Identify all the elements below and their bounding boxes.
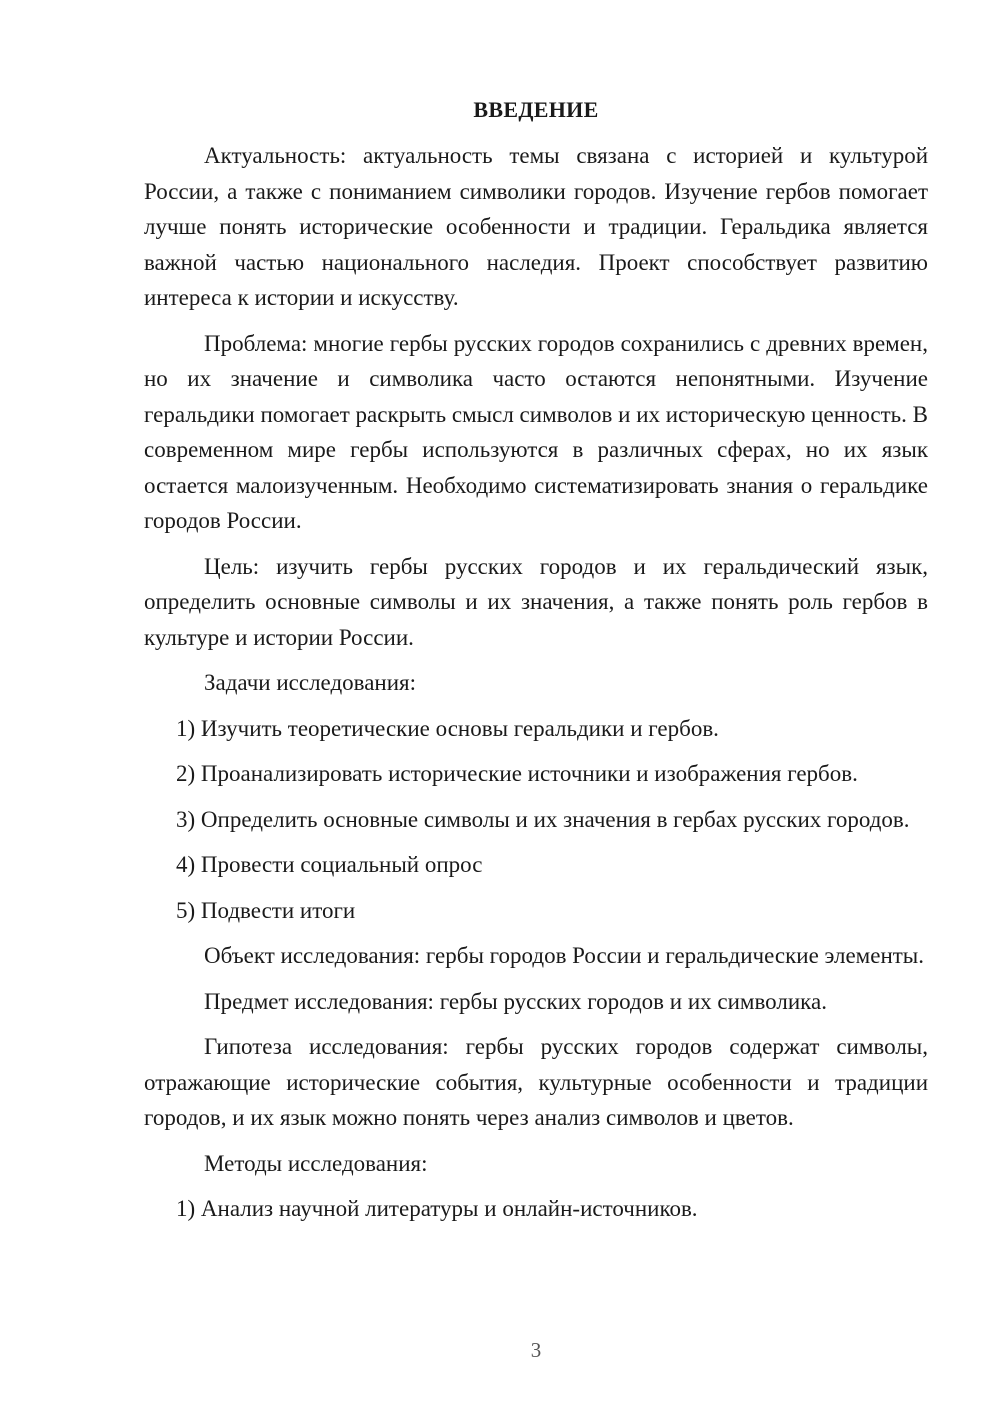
page-title: ВВЕДЕНИЕ: [473, 97, 599, 122]
task-item-4: 4) Провести социальный опрос: [176, 852, 483, 877]
task-item-3: 3) Определить основные символы и их значения в гербах русских городов.: [176, 806, 910, 832]
paragraph-problem: Проблема: многие гербы русских городов сохранились с древних времен, но их значение и символика часто остаются непонятными. Изучение геральдики помогает раскрыть смысл символов и их историческую ценность. В современном мире гербы используются в различных сферах, но их язык остается малоизученным. Необходимо систематизировать знания о геральдике городов России.: [144, 330, 928, 533]
paragraph-hypothesis: Гипотеза исследования: гербы русских городов содержат символы, отражающие исторические события, культурные особенности и традиции городов, и их язык можно понять через анализ символов и цветов.: [144, 1034, 928, 1130]
method-item-1: 1) Анализ научной литературы и онлайн-источников.: [176, 1196, 698, 1221]
page-number: 3: [530, 1338, 542, 1362]
page-content: [144, 95, 928, 1237]
paragraph-goal: Цель: изучить гербы русских городов и их геральдический язык, определить основные символы и их значения, а также понять роль гербов в культуре и истории России.: [144, 553, 928, 650]
methods-heading: Методы исследования:: [204, 1150, 428, 1176]
task-item-2: 2) Проанализировать исторические источники и изображения гербов.: [176, 761, 858, 786]
paragraph-subject: Предмет исследования: гербы русских городов и их символика.: [204, 988, 827, 1014]
paragraph-object: Объект исследования: гербы городов России и геральдические элементы.: [204, 943, 925, 968]
task-item-5: 5) Подвести итоги: [176, 897, 356, 923]
task-item-1: 1) Изучить теоретические основы геральдики и гербов.: [176, 715, 719, 741]
paragraph-relevance: Актуальность: актуальность темы связана с историей и культурой России, а также с пониманием символики городов. Изучение гербов помогает лучше понять исторические особенности и традиции. Геральдика является важной частью национального наследия. Проект способствует развитию интереса к истории и искусству.: [144, 143, 928, 310]
tasks-heading: Задачи исследования:: [204, 670, 417, 695]
